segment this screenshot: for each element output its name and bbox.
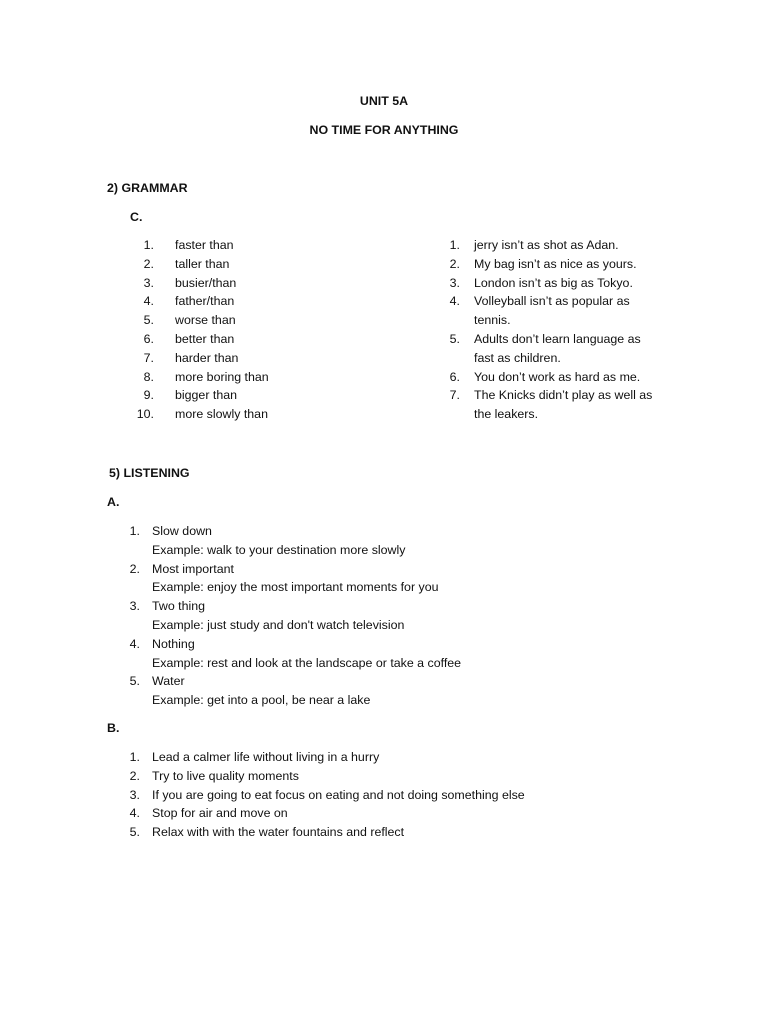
item-number: 4.: [143, 294, 154, 309]
item-text: busier/than: [175, 275, 237, 290]
list-item: [142, 255, 269, 274]
item-number: 7.: [143, 350, 154, 365]
list-item: [136, 405, 269, 424]
item-text: father/than: [175, 294, 235, 309]
item-number: 7.: [449, 388, 460, 403]
listening-a-label: A.: [107, 495, 120, 509]
item-number: 2.: [129, 561, 140, 576]
list-item: [120, 823, 525, 842]
list-item: [142, 349, 269, 368]
item-number: 5.: [129, 825, 140, 840]
item-number: 9.: [143, 388, 154, 403]
list-item: [120, 748, 525, 767]
listening-heading: 5) LISTENING: [109, 466, 190, 480]
item-number: 1.: [129, 524, 140, 538]
item-text: more slowly than: [175, 407, 268, 422]
item-text: worse than: [175, 313, 236, 328]
item-number: 1.: [129, 750, 140, 764]
grammar-right-list: [440, 236, 660, 424]
item-text: more boring than: [175, 369, 269, 384]
list-item: [120, 804, 525, 823]
item-number: 5.: [143, 313, 154, 328]
grammar-left-list: [136, 236, 269, 424]
list-item: [120, 672, 461, 710]
item-example: Example: enjoy the most important moments for you: [152, 580, 439, 595]
item-number: 5.: [129, 674, 140, 689]
item-number: 3.: [129, 787, 140, 802]
item-text: harder than: [175, 350, 239, 365]
page-title: NO TIME FOR ANYTHING: [309, 123, 459, 137]
item-number: 10.: [136, 407, 154, 422]
item-number: 2.: [143, 256, 154, 271]
list-item: [120, 786, 525, 805]
item-text: taller than: [175, 256, 230, 271]
listening-b-label: B.: [107, 721, 120, 735]
list-item: [440, 386, 660, 424]
item-number: 2.: [449, 256, 460, 271]
item-text: Lead a calmer life without living in a hurry: [152, 750, 380, 764]
list-item: [120, 597, 461, 635]
listening-a-list: [120, 522, 461, 710]
list-item: [440, 236, 660, 255]
item-number: 4.: [129, 806, 140, 821]
item-text: The Knicks didn’t play as well as the leakers.: [474, 388, 653, 422]
item-example: Example: just study and don't watch television: [152, 617, 405, 632]
item-text: Slow down: [152, 524, 212, 538]
item-number: 3.: [449, 275, 460, 290]
item-number: 5.: [449, 331, 460, 346]
item-text: Most important: [152, 561, 234, 576]
list-item: [142, 274, 269, 293]
item-text: If you are going to eat focus on eating and not doing something else: [152, 787, 525, 802]
item-text: jerry isn’t as shot as Adan.: [474, 238, 619, 252]
list-item: [440, 368, 660, 387]
list-item: [120, 522, 461, 560]
list-item: [440, 292, 660, 330]
item-text: bigger than: [175, 388, 238, 403]
item-number: 6.: [449, 369, 460, 384]
item-text: You don’t work as hard as me.: [474, 369, 641, 384]
grammar-heading: 2) GRAMMAR: [107, 181, 188, 195]
item-text: Relax with with the water fountains and reflect: [152, 825, 405, 840]
item-number: 2.: [129, 768, 140, 783]
item-text: Adults don’t learn language as fast as children.: [474, 331, 641, 365]
item-text: better than: [175, 331, 235, 346]
list-item: [142, 311, 269, 330]
list-item: [142, 368, 269, 387]
item-example: Example: rest and look at the landscape or take a coffee: [152, 655, 462, 670]
list-item: [142, 330, 269, 349]
item-text: Water: [152, 674, 185, 689]
list-item: [142, 236, 269, 255]
grammar-subheading: C.: [130, 210, 143, 224]
item-number: 6.: [143, 331, 154, 346]
list-item: [440, 274, 660, 293]
item-text: faster than: [175, 238, 234, 252]
item-text: Two thing: [152, 599, 206, 614]
listening-b-list: [120, 748, 525, 842]
item-example: Example: walk to your destination more slowly: [152, 542, 406, 557]
item-text: Volleyball isn’t as popular as tennis.: [474, 294, 630, 328]
item-number: 3.: [129, 599, 140, 614]
item-text: Try to live quality moments: [152, 768, 299, 783]
unit-label: UNIT 5A: [359, 94, 409, 108]
item-text: My bag isn’t as nice as yours.: [474, 256, 637, 271]
list-item: [142, 292, 269, 311]
list-item: [142, 386, 269, 405]
item-number: 1.: [449, 238, 460, 252]
item-text: London isn’t as big as Tokyo.: [474, 275, 633, 290]
item-number: 8.: [143, 369, 154, 384]
list-item: [120, 767, 525, 786]
item-example: Example: get into a pool, be near a lake: [152, 693, 371, 708]
item-number: 4.: [129, 636, 140, 651]
item-text: Nothing: [152, 636, 195, 651]
list-item: [120, 635, 461, 673]
list-item: [440, 255, 660, 274]
list-item: [440, 330, 660, 368]
item-number: 4.: [449, 294, 460, 309]
list-item: [120, 560, 461, 598]
item-number: 3.: [143, 275, 154, 290]
item-text: Stop for air and move on: [152, 806, 288, 821]
item-number: 1.: [143, 238, 154, 252]
